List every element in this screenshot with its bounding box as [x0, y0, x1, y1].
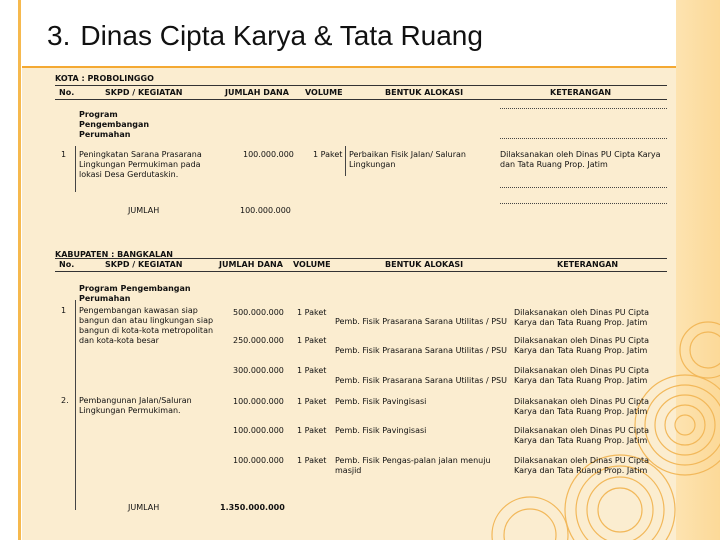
table1-top-rule	[55, 85, 667, 86]
table2-top-rule	[55, 258, 667, 259]
dotted-rule	[500, 138, 667, 139]
header-volume: VOLUME	[305, 88, 343, 97]
row-bentuk: Pemb. Fisik Pavingisasi	[335, 426, 427, 435]
row-keterangan: Dilaksanakan oleh Dinas PU Cipta Karya dan Tata Ruang Prop. Jatim	[500, 150, 661, 169]
jumlah-value: 100.000.000	[240, 206, 291, 215]
header-no: No.	[59, 260, 75, 269]
document-table	[55, 70, 667, 540]
header-dana: JUMLAH DANA	[219, 260, 283, 269]
dotted-rule	[500, 108, 667, 109]
row-no: 1	[61, 150, 67, 159]
dotted-rule	[500, 187, 667, 188]
row-bentuk: Pemb. Fisik Pavingisasi	[335, 397, 427, 406]
item-kegiatan: Pengembangan kawasan siap bangun dan atau lingkungan siap bangun di kota-kota metropolitan dan kota-kota besar	[79, 306, 214, 345]
item-no: 1	[61, 306, 67, 315]
row-dana: 100.000.000	[243, 150, 294, 159]
table1-header-rule	[55, 99, 667, 100]
row-volume: 1 Paket	[313, 150, 343, 159]
program-name: Program Pengembangan Perumahan	[79, 110, 150, 139]
row-keterangan: Dilaksanakan oleh Dinas PU Cipta Karya dan Tata Ruang Prop. Jatim	[514, 397, 650, 416]
row-keterangan: Dilaksanakan oleh Dinas PU Cipta Karya dan Tata Ruang Prop. Jatim	[514, 456, 650, 475]
row-volume: 1 Paket	[297, 308, 327, 317]
header-keterangan: KETERANGAN	[550, 88, 612, 97]
jumlah-value: 1.350.000.000	[220, 503, 285, 512]
kota-line: KOTA : PROBOLINGGO	[55, 74, 154, 83]
kabupaten-line: KABUPATEN : BANGKALAN	[55, 250, 173, 259]
item-no: 2.	[61, 396, 69, 405]
header-bentuk: BENTUK ALOKASI	[385, 88, 464, 97]
row-dana: 500.000.000	[233, 308, 284, 317]
row-dana: 250.000.000	[233, 336, 284, 345]
row-kegiatan: Peningkatan Sarana Prasarana Lingkungan Permukiman pada lokasi Desa Gerdutaskin.	[79, 150, 202, 179]
slide-title-text: Dinas Cipta Karya & Tata Ruang	[80, 20, 483, 51]
column-divider	[75, 300, 76, 510]
row-dana: 100.000.000	[233, 397, 284, 406]
row-bentuk: Pemb. Fisik Prasarana Sarana Utilitas / PSU	[335, 376, 507, 385]
row-volume: 1 Paket	[297, 456, 327, 465]
row-keterangan: Dilaksanakan oleh Dinas PU Cipta Karya dan Tata Ruang Prop. Jatim	[514, 336, 650, 355]
slide-title	[47, 20, 483, 52]
dotted-rule	[500, 203, 667, 204]
row-dana: 300.000.000	[233, 366, 284, 375]
row-dana: 100.000.000	[233, 456, 284, 465]
header-dana: JUMLAH DANA	[225, 88, 289, 97]
row-keterangan: Dilaksanakan oleh Dinas PU Cipta Karya dan Tata Ruang Prop. Jatim	[514, 308, 650, 327]
row-bentuk: Perbaikan Fisik Jalan/ Saluran Lingkungan	[349, 150, 466, 169]
header-bentuk: BENTUK ALOKASI	[385, 260, 464, 269]
row-volume: 1 Paket	[297, 366, 327, 375]
program-name: Program Pengembangan Perumahan	[79, 284, 191, 303]
table2-header-rule	[55, 271, 667, 272]
row-bentuk: Pemb. Fisik Pengas-palan jalan menuju masjid	[335, 456, 491, 475]
header-keterangan: KETERANGAN	[557, 260, 619, 269]
column-divider	[345, 146, 346, 176]
left-accent-line	[18, 0, 21, 540]
slide-number: 3.	[47, 20, 71, 51]
column-divider	[75, 146, 76, 192]
row-bentuk: Pemb. Fisik Prasarana Sarana Utilitas / PSU	[335, 346, 507, 355]
header-volume: VOLUME	[293, 260, 331, 269]
row-dana: 100.000.000	[233, 426, 284, 435]
item-kegiatan: Pembangunan Jalan/Saluran Lingkungan Permukiman.	[79, 396, 192, 415]
header-skpd: SKPD / KEGIATAN	[105, 88, 183, 97]
jumlah-label: JUMLAH	[128, 206, 160, 215]
row-volume: 1 Paket	[297, 426, 327, 435]
jumlah-label: JUMLAH	[128, 503, 160, 512]
row-keterangan: Dilaksanakan oleh Dinas PU Cipta Karya dan Tata Ruang Prop. Jatim	[514, 426, 650, 445]
header-skpd: SKPD / KEGIATAN	[105, 260, 183, 269]
row-volume: 1 Paket	[297, 336, 327, 345]
header-accent-line	[0, 66, 720, 68]
row-keterangan: Dilaksanakan oleh Dinas PU Cipta Karya dan Tata Ruang Prop. Jatim	[514, 366, 650, 385]
row-volume: 1 Paket	[297, 397, 327, 406]
header-no: No.	[59, 88, 75, 97]
row-bentuk: Pemb. Fisik Prasarana Sarana Utilitas / PSU	[335, 317, 507, 326]
